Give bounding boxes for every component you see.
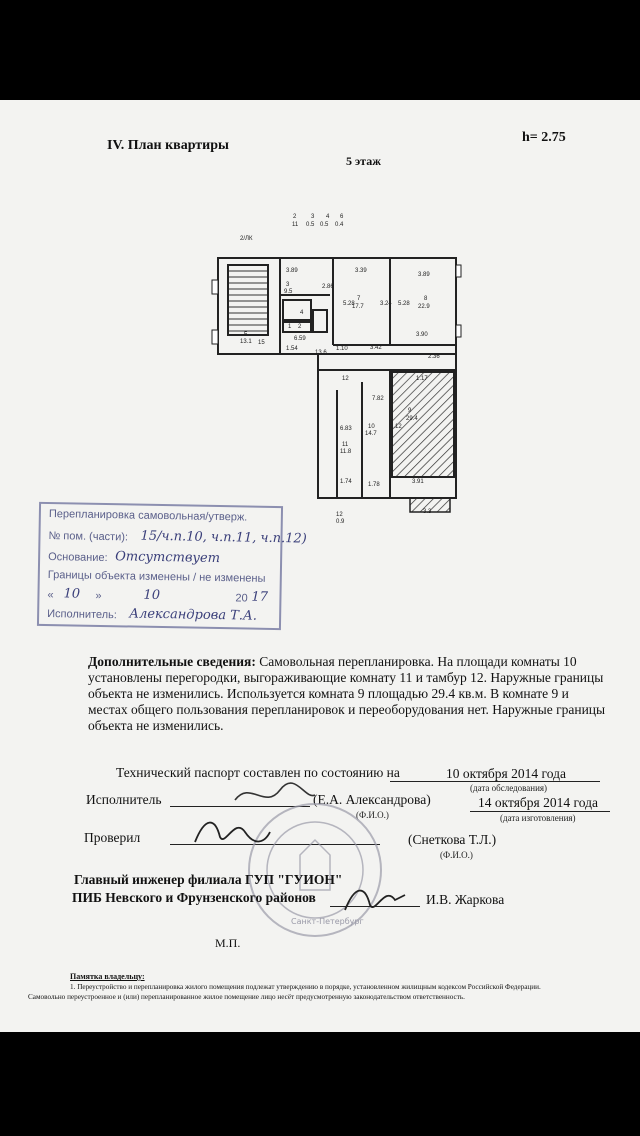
room-7-area: 17.7	[352, 304, 364, 310]
height-label: h= 2.75	[522, 130, 566, 145]
stamp-basis-value: Отсутствует	[115, 549, 221, 567]
stamp-line-1: Перепланировка самовольная/утверж.	[48, 508, 248, 524]
additional-info	[88, 654, 608, 734]
stamp-executor-label: Исполнитель:	[47, 608, 117, 622]
dim-p: 12	[342, 376, 349, 382]
passport-label: Технический паспорт составлен по состоянию на	[116, 765, 400, 780]
manufacture-date-caption: (дата изготовления)	[500, 813, 576, 823]
small-room-4: 4	[300, 310, 304, 316]
stamp-room-value: 15/ч.п.10, ч.п.11, ч.п.12)	[140, 528, 307, 547]
passport-date: 10 октября 2014 года	[446, 766, 566, 781]
dim-r: 7.82	[372, 396, 384, 402]
chief-name: И.В. Жаркова	[426, 892, 505, 907]
small-room-2: 2	[298, 324, 302, 330]
room-3-id: 3	[286, 282, 290, 288]
dim-t: 1.74	[340, 479, 352, 485]
passport-date-caption: (дата обследования)	[470, 783, 548, 793]
dim-u: 1.78	[368, 482, 380, 488]
document-page	[0, 100, 640, 1032]
stamp-line-4: Границы объекта изменены / не изменены	[47, 569, 266, 585]
top-label-2: 2	[293, 214, 297, 220]
room-11-id: 11	[342, 442, 349, 448]
room-9-id: 9	[408, 408, 412, 414]
chief-signature	[340, 880, 410, 920]
dim-j: 2.36	[428, 354, 440, 360]
room-9-area: 29.4	[406, 416, 418, 422]
executor-label: Исполнитель	[86, 792, 162, 807]
plan-title: IV. План квартиры	[107, 138, 229, 153]
dim-o: 15	[258, 340, 265, 346]
dim-n: 1.10	[336, 346, 348, 352]
stamp-room-label: № пом. (части):	[48, 530, 129, 544]
additional-info-text: Самовольная перепланировка. На площади комнаты 10 установлены перегородки, выгораживающие комнату 11 и тамбур 12. Наружные границы объекта не изменились. Используется комната 9 площадью 29.4 кв.м. В комнате 9 и местах общего пользования перепланировок и переоборудования нет. Наружные границы объекта не изменились.	[88, 654, 606, 733]
dim-g: 5.28	[398, 301, 410, 307]
checked-label: Проверил	[84, 830, 141, 845]
manufacture-date: 14 октября 2014 года	[478, 795, 598, 810]
footnote-line-1: 1. Переустройство и перепланировка жилого помещения подлежат утверждению в порядке, установленном жилищным кодексом Российской Федерации.	[70, 983, 541, 991]
stamp-executor-value: Александрова Т.А.	[129, 606, 258, 624]
dim-w: 3.12	[390, 424, 402, 430]
additional-info-label: Дополнительные сведения:	[88, 654, 256, 669]
room-8-id: 8	[424, 296, 428, 302]
top-label-6: 6	[340, 214, 344, 220]
room-3-area: 9.5	[284, 289, 293, 295]
room-12-area: 0.9	[336, 519, 345, 525]
dim-e: 5.28	[343, 301, 355, 307]
stamp-year-suffix: 17	[251, 589, 269, 605]
top-value-a: 0.5	[306, 222, 315, 228]
chief-line-2: ПИБ Невского и Фрунзенского районов	[72, 890, 316, 905]
top-value-b: 0.5	[320, 222, 329, 228]
dim-a: 3.89	[286, 268, 298, 274]
room-12-id: 12	[336, 512, 343, 518]
room-10-area: 14.7	[365, 431, 377, 437]
room-11-area: 11.8	[340, 449, 352, 455]
dim-h: 3.90	[416, 332, 428, 338]
dim-f: 3.24	[380, 301, 392, 307]
chief-line-1: Главный инженер филиала ГУП "ГУИОН"	[74, 872, 343, 887]
dim-k: 1.54	[286, 346, 298, 352]
mp-label: М.П.	[215, 936, 241, 950]
checked-name: (Снеткова Т.Л.)	[408, 832, 497, 847]
footnote-title: Памятка владельцу:	[70, 972, 145, 981]
floor-label: 5 этаж	[346, 154, 381, 168]
top-label-3: 3	[311, 214, 315, 220]
checked-fio-caption: (Ф.И.О.)	[440, 850, 473, 860]
dim-x: 3.3	[423, 509, 432, 515]
seal-text: Санкт-Петербург	[291, 917, 364, 926]
redevelopment-stamp: Перепланировка самовольная/утверж. № пом. (части): 15/ч.п.10, ч.п.11, ч.п.12) Основание: Отсутствует Границы объекта изменены / не изменены « 10 » 10 20 17 Исполнитель: Александрова Т.А.	[37, 502, 283, 630]
room-7-id: 7	[357, 296, 361, 302]
stamp-basis-label: Основание:	[48, 551, 108, 565]
footnote-line-2: Самовольно переустроенное и (или) перепланированное жилое помещение лицо несёт предусмотренную законодательством ответственность.	[28, 993, 465, 1001]
top-label-4: 4	[326, 214, 330, 220]
top-value-11: 11	[292, 222, 299, 228]
room-8-area: 22.9	[418, 304, 430, 310]
dim-m: 6.59	[294, 336, 306, 342]
room-5-area: 13.1	[240, 339, 252, 345]
stamp-date-day: 10	[63, 586, 81, 602]
executor-name: (Е.А. Александрова)	[313, 792, 431, 807]
dim-v: 3.91	[412, 479, 424, 485]
room-10-id: 10	[368, 424, 375, 430]
dim-c: 3.89	[418, 272, 430, 278]
executor-signature	[230, 780, 320, 810]
small-room-1: 1	[288, 324, 292, 330]
checker-signature	[185, 812, 275, 852]
dim-b: 3.39	[355, 268, 367, 274]
top-value-c: 0.4	[335, 222, 344, 228]
dim-i: 3.42	[370, 345, 382, 351]
dim-q: 1.17	[416, 376, 428, 382]
executor-fio-caption: (Ф.И.О.)	[356, 810, 389, 820]
corner-label: 2/ЛК	[240, 236, 253, 242]
stamp-date-month: 10	[143, 587, 161, 604]
dim-s: 6.83	[340, 426, 352, 432]
stamp-year-prefix: 20	[235, 592, 248, 605]
dim-d: 2.86	[322, 284, 334, 290]
dim-l: 13.6	[315, 350, 327, 356]
room-5-id: 5	[244, 332, 248, 338]
